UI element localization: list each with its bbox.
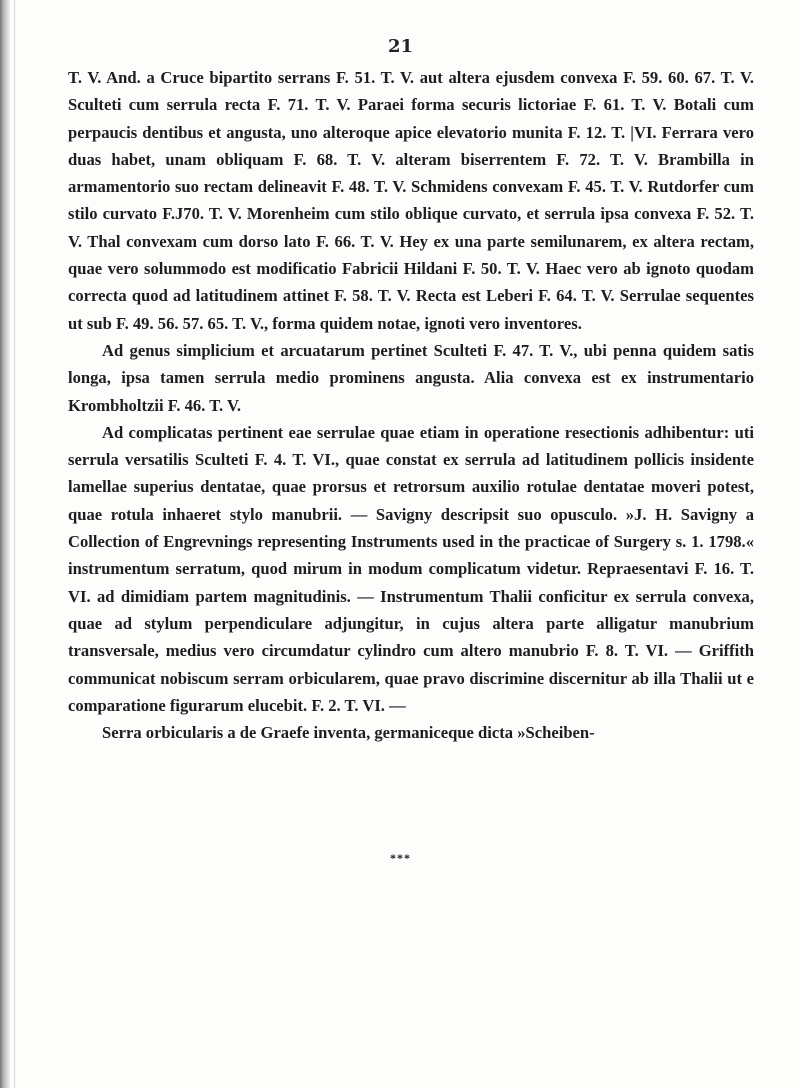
paragraph: T. V. And. a Cruce bipartito serrans F. 51. T. V. aut altera ejusdem convexa F. 59. 60. 67. T. V. Sculteti cum serrula recta F. 71. T. V. Paraei forma securis lictoriae F. 61. T. V. Botali cum perpaucis dentibus et angusta, uno alteroque apice elevatorio munita F. 12. T. |VI. Ferrara vero duas habet, unam obliquam F. 68. T. V. alteram biserrentem F. 72. T. V. Brambilla in armamentorio suo rectam delineavit F. 48. T. V. Schmidens convexam F. 45. T. V. Rutdorfer cum stilo curvato F.J70. T. V. Morenheim cum stilo oblique curvato, et serrula ipsa convexa F. 52. T. V. Thal convexam cum dorso lato F. 66. T. V. Hey ex una parte semilunarem, ex altera rectam, quae vero solummodo est modificatio Fabricii Hildani F. 50. T. V. Haec vero ab ignoto quodam correcta quod ad latitudinem attinet F. 58. T. V. Recta est Leberi F. 64. T. V. Serrulae sequentes ut sub F. 49. 56. 57. 65. T. V., forma quidem notae, ignoti vero inventores. (68, 68, 754, 333)
binding-shadow (0, 0, 10, 1088)
body-text (68, 64, 754, 746)
page-number: 21 (387, 36, 414, 57)
paragraph: Ad genus simplicium et arcuatarum pertinet Sculteti F. 47. T. V., ubi penna quidem satis longa, ipsa tamen serrula medio prominens angusta. Alia convexa est ex instrumentario Krombholtzii F. 46. T. V. (68, 340, 754, 415)
paragraph: Ad complicatas pertinent eae serrulae quae etiam in operatione resectionis adhibentur: uti serrula versatilis Sculteti F. 4. T. VI., quae constat ex serrula ad latitudinem pollicis insidente lamellae superius dentatae, quae prorsus et retrorsum auxilio rotulae dentatae moveri potest, quae rotula inhaeret stylo manubrii. — Savigny descripsit suo opusculo. »J. H. Savigny a Collection of Engrevnings representing Instruments used in the practicae of Surgery s. 1. 1798.« instrumentum serratum, quod mirum in modum complicatum videtur. Repraesentavi F. 16. T. VI. ad dimidiam partem magnitudinis. — Instrumentum Thalii conficitur ex serrula convexa, quae ad stylum perpendiculare adjungitur, in cujus altera parte alligatur manubrium transversale, medius vero circumdatur cylindro cum altero manubrio F. 8. T. VI. — Griffith communicat nobiscum serram orbicularem, quae pravo discrimine discernitur ab illa Thalii ut e comparatione figurarum elucebit. F. 2. T. VI. — (68, 422, 754, 715)
paragraph: Serra orbicularis a de Graefe inventa, germaniceque dicta »Scheiben- (102, 723, 595, 743)
binding-edge (14, 0, 15, 1088)
signature-mark: *** (390, 851, 411, 865)
